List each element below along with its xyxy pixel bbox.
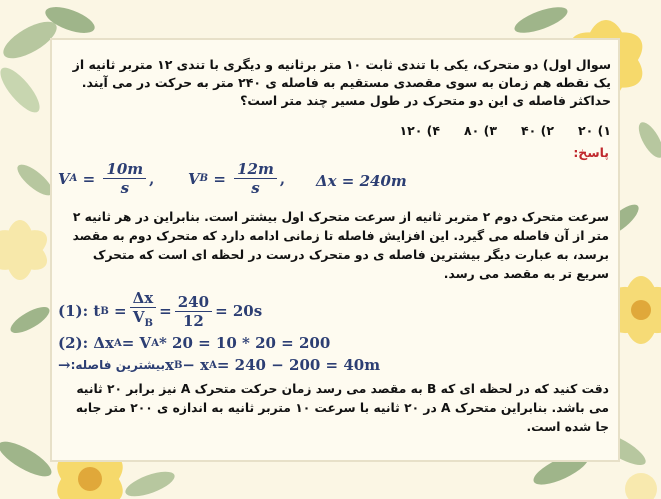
question-text — [62, 56, 611, 110]
eq1-subscript: B — [100, 305, 109, 317]
equals-sign: = — [77, 169, 101, 188]
question-line: یک نقطه هم زمان به سوی مقصدی مستقیم به فاصله ی ۲۴۰ متر به حرکت در می آیند. — [81, 75, 611, 90]
max-distance-label: بیشترین فاصله: — [70, 358, 165, 372]
eq3-subscript-1: B — [173, 359, 183, 371]
velocity-a — [58, 160, 154, 197]
equation-3 — [58, 354, 380, 376]
answer-options — [399, 123, 611, 138]
option-3[interactable]: ۳) ۸۰ — [464, 123, 498, 138]
eq2-mid: = V — [121, 334, 152, 352]
eq1-result: = 20s — [215, 302, 263, 320]
option-1[interactable]: ۱) ۲۰ — [578, 123, 611, 138]
eq1-f1-denominator — [133, 308, 153, 333]
question-line: حداکثر فاصله ی این دو متحرک در طول مسیر چند متر است؟ — [240, 93, 611, 108]
va-numerator: 10m — [103, 160, 146, 179]
eq1-f1-den-subscript: B — [144, 318, 153, 329]
vb-denominator: s — [251, 179, 260, 197]
given-values — [58, 160, 418, 204]
explanation-line: سریع تر به مقصد می رسد. — [443, 267, 609, 281]
velocity-b — [188, 160, 285, 197]
eq3-mid: − x — [182, 356, 210, 374]
conclusion-line: دقت کنید که در لحظه ای که B به مقصد می رسد زمان حرکت متحرک A نیز برابر ۲۰ ثانیه — [76, 382, 609, 396]
arrow-icon: → — [58, 356, 71, 374]
vb-subscript: B — [199, 173, 209, 184]
eq1-f1-numerator: Δx — [130, 289, 157, 308]
eq1-prefix: (1): t — [58, 302, 101, 320]
explanation-line: سرعت متحرک دوم ۲ متربر ثانیه از سرعت متحرک اول بیشتر است. بنابراین در هر ثانیه ۲ — [72, 210, 609, 224]
va-denominator: s — [120, 179, 130, 197]
eq1-f2-numerator: 240 — [175, 293, 212, 312]
eq1-f1-den-symbol: V — [132, 308, 145, 326]
vb-symbol: V — [188, 169, 200, 188]
eq1-f2-denominator: 12 — [182, 311, 204, 330]
equations — [58, 290, 380, 376]
eq3-subscript-2: A — [209, 359, 217, 371]
eq2-subscript-2: A — [151, 337, 159, 349]
eq1-fraction-1 — [130, 289, 157, 333]
va-fraction — [103, 160, 146, 197]
eq2-rest: * 20 = 10 * 20 = 200 — [158, 334, 331, 352]
conclusion-line: می باشد. بنابراین متحرک A در ۲۰ ثانیه با سرعت ۱۰ متربر ثانیه به اندازه ی ۲۰۰ متر جابه — [75, 401, 609, 415]
equals-sign: = — [108, 302, 127, 320]
eq2-prefix: (2): Δx — [58, 334, 114, 352]
vb-fraction — [234, 160, 277, 197]
conclusion-text — [58, 380, 609, 437]
eq3-rest: x — [164, 356, 174, 374]
eq3-end: = 240 − 200 = 40m — [216, 356, 381, 374]
explanation-line: متر از آن فاصله می گیرد. این افزایش فاصله تا زمانی ادامه دارد که متحرک دوم به مقصد — [72, 229, 609, 243]
separator: , — [279, 169, 286, 188]
explanation-text — [58, 208, 609, 284]
question-line: سوال اول) دو متحرک، یکی با تندی ثابت ۱۰ متر برثانیه و دیگری با تندی ۱۲ متربر ثانیه از — [72, 57, 611, 72]
equals-sign: = — [208, 169, 232, 188]
answer-label: پاسخ: — [573, 145, 609, 160]
va-subscript: A — [69, 173, 78, 184]
option-4[interactable]: ۴) ۱۲۰ — [399, 123, 441, 138]
eq1-fraction-2 — [175, 293, 212, 330]
option-2[interactable]: ۲) ۴۰ — [521, 123, 555, 138]
separator: , — [149, 169, 155, 188]
conclusion-line: جا شده است. — [526, 420, 609, 434]
dx-value: Δx = 240m — [316, 172, 407, 190]
equation-1 — [58, 290, 380, 332]
equation-2 — [58, 332, 380, 354]
displacement — [316, 172, 407, 190]
eq2-subscript: A — [113, 337, 122, 349]
explanation-line: برسد، به عبارت دیگر بیشترین فاصله ی دو متحرک درست در لحظه ای است که متحرک — [92, 248, 609, 262]
equals-sign: = — [159, 302, 172, 320]
vb-numerator: 12m — [234, 160, 277, 179]
va-symbol: V — [58, 169, 70, 188]
